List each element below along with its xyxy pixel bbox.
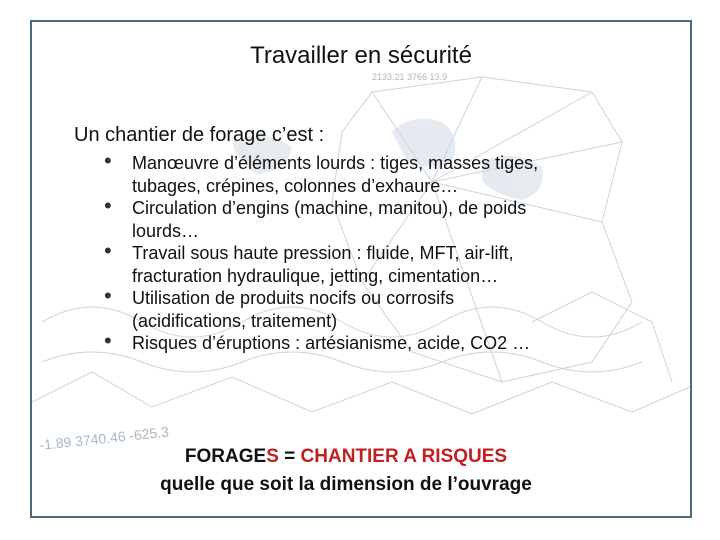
- bullet-item: [104, 283, 564, 332]
- intro-text: Un chantier de forage c’est :: [74, 124, 325, 146]
- conclusion-risk-label: CHANTIER A RISQUES: [300, 446, 508, 467]
- bullet-list: [104, 148, 564, 355]
- background-label-top: 2133.21 3766 13.9: [372, 72, 448, 82]
- bullet-item: [104, 148, 564, 197]
- conclusion-line2: quelle que soit la dimension de l’ouvrage: [160, 474, 532, 495]
- slide: [30, 20, 692, 518]
- bullet-dot-icon: •: [104, 283, 112, 308]
- bullet-dot-icon: •: [104, 328, 112, 353]
- slide-title: Travailler en sécurité: [250, 42, 472, 69]
- bullet-text: Manœuvre d’éléments lourds : tiges, masses tiges, tubages, crépines, colonnes d’exhaure…: [132, 153, 539, 196]
- bullet-item: [104, 328, 564, 355]
- bullet-item: [104, 238, 564, 287]
- background-label-bottom: -1.89 3740.46 -625.3: [38, 423, 170, 453]
- conclusion-line1: [32, 446, 660, 468]
- bullet-dot-icon: •: [104, 193, 112, 218]
- conclusion-forage: FORAGE: [184, 446, 267, 467]
- bullet-text: Travail sous haute pression : fluide, MFT, air-lift, fracturation hydraulique, jetting, cimentation…: [132, 243, 514, 286]
- bullet-text: Circulation d’engins (machine, manitou), de poids lourds…: [132, 198, 527, 241]
- bullet-dot-icon: •: [104, 148, 112, 173]
- bullet-item: [104, 193, 564, 242]
- conclusion-plural-s: S: [266, 446, 279, 467]
- bullet-text: Risques d’éruptions : artésianisme, acide, CO2 …: [132, 333, 531, 353]
- bullet-text: Utilisation de produits nocifs ou corrosifs (acidifications, traitement): [132, 288, 455, 331]
- conclusion: [32, 446, 660, 496]
- bullet-dot-icon: •: [104, 238, 112, 263]
- conclusion-equals: =: [278, 446, 301, 467]
